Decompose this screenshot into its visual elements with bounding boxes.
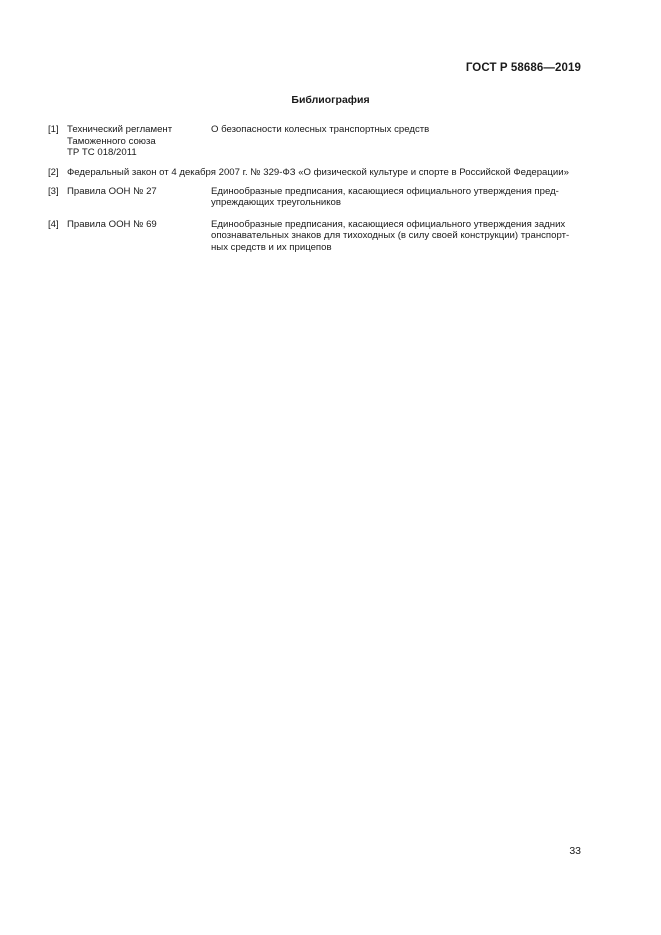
entry-description-line: Единообразные предписания, касающиеся официального утверждения пред-: [211, 185, 559, 197]
entry-description-line: упреждающих треугольников: [211, 197, 341, 209]
entry-source-line: Таможенного союза: [67, 135, 156, 147]
bibliography-entry-2: [48, 167, 582, 179]
bibliography-list: [48, 124, 582, 266]
bibliography-entry-1: [48, 124, 582, 160]
entry-description: [211, 219, 582, 254]
entry-description-line: ных средств и их прицепов: [211, 241, 332, 253]
entry-source-line: ТР ТС 018/2011: [67, 147, 137, 159]
entry-full-text: Федеральный закон от 4 декабря 2007 г. № 329-ФЗ «О физической культуре и спорте в Российской Федерации»: [67, 167, 569, 178]
bibliography-entry-4: [48, 219, 582, 254]
entry-number: [2]: [48, 167, 59, 178]
entry-description-line: опознавательных знаков для тихоходных (в силу своей конструкции) транспорт-: [211, 230, 570, 242]
entry-number: [4]: [48, 218, 59, 230]
entry-number: [3]: [48, 185, 59, 197]
entry-description: [211, 186, 582, 209]
document-code: ГОСТ Р 58686—2019: [465, 62, 581, 74]
page-number: 33: [569, 845, 581, 857]
entry-source: Правила ООН № 69: [67, 218, 157, 230]
entry-source: [67, 124, 207, 159]
bibliography-entry-3: [48, 186, 582, 209]
entry-source-line: Технический регламент: [67, 124, 173, 135]
entry-description-line: Единообразные предписания, касающиеся официального утверждения задних: [211, 218, 566, 230]
entry-source: Правила ООН № 27: [67, 185, 157, 197]
bibliography-title: Библиография: [291, 94, 370, 106]
entry-number: [1]: [48, 124, 59, 135]
entry-description: О безопасности колесных транспортных средств: [211, 124, 430, 135]
